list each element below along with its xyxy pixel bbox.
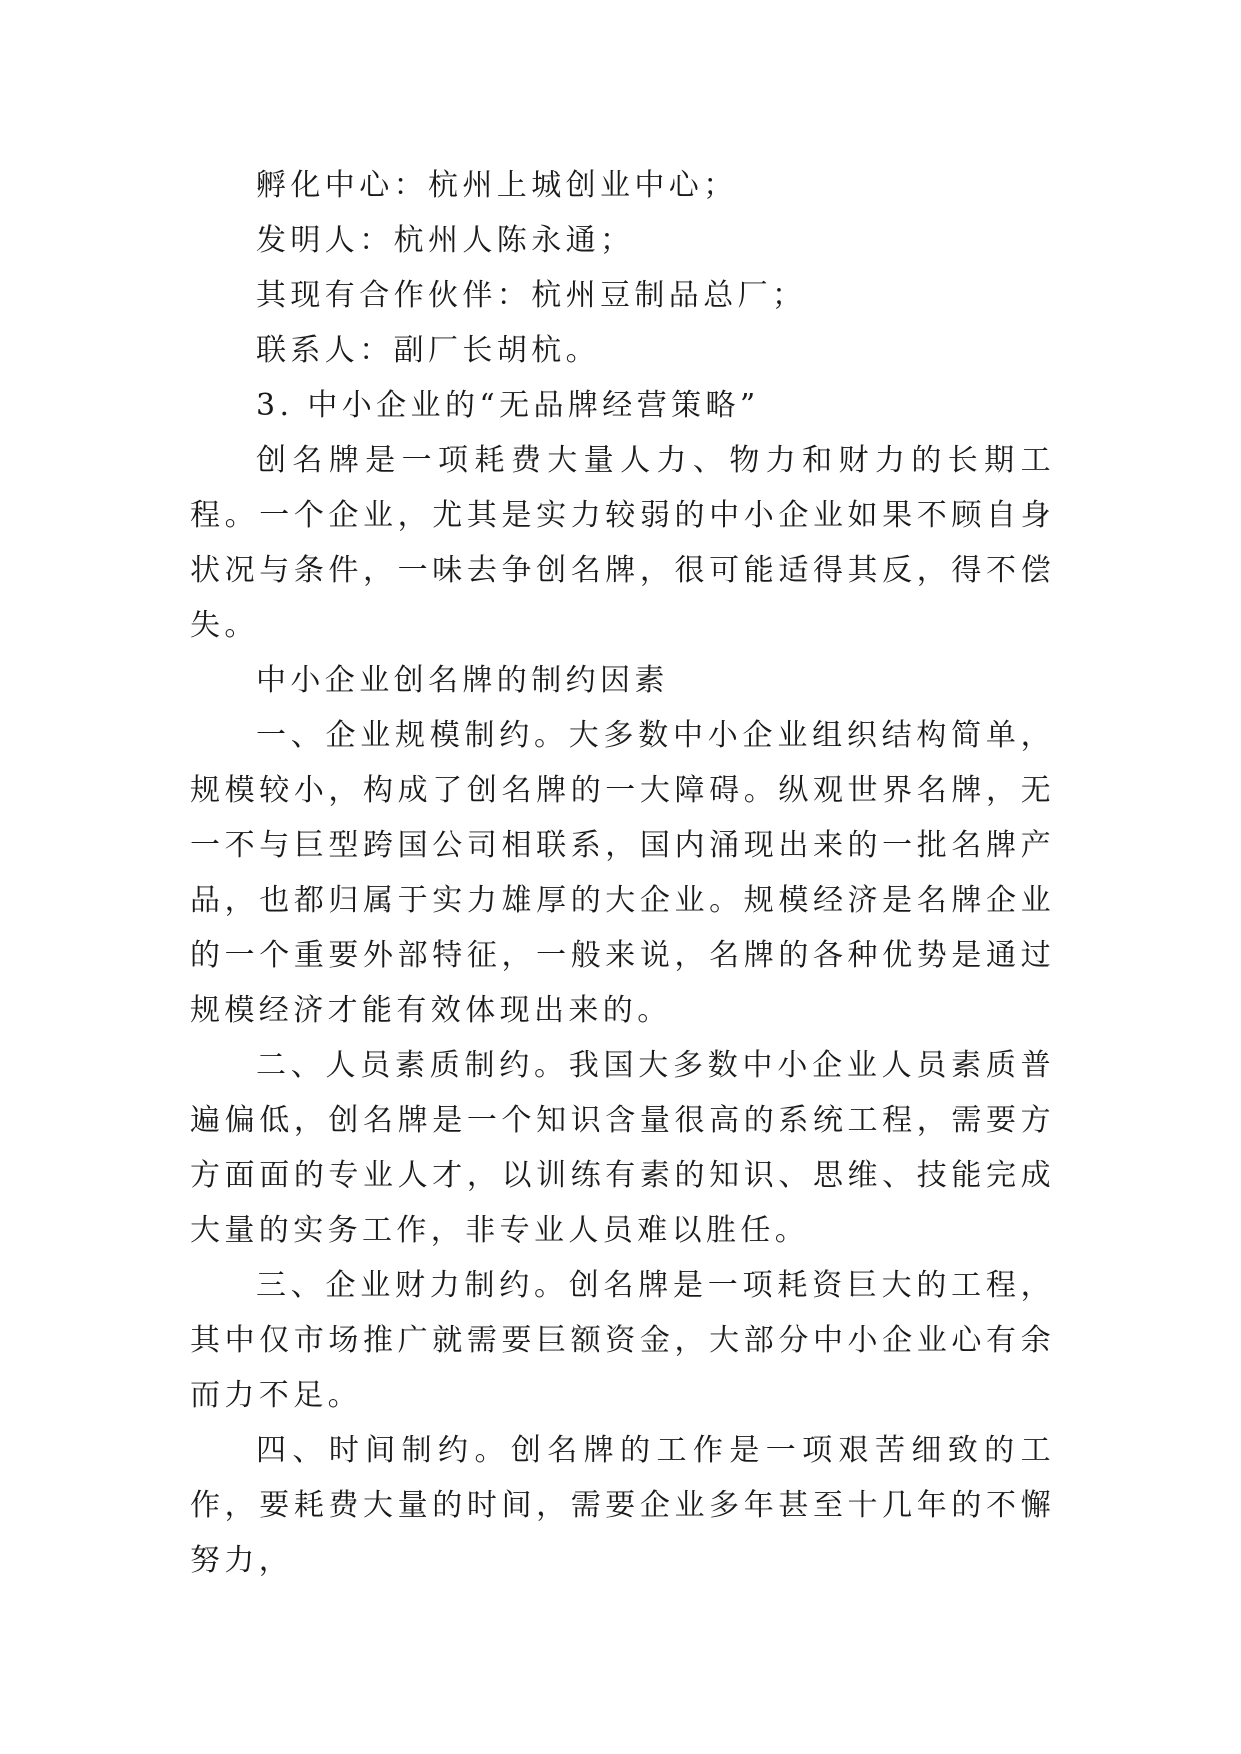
- paragraph-inventor: 发明人：杭州人陈永通；: [256, 223, 635, 258]
- paragraph-contact: 联系人：副厂长胡杭。: [256, 333, 600, 368]
- paragraph-constraint-time: 四、时间制约。创名牌的工作是一项艰苦细致的工作，要耗费大量的时间，需要企业多年甚至十几年的不懈努力，: [190, 1433, 1055, 1578]
- paragraph-constraint-finance: 三、企业财力制约。创名牌是一项耗资巨大的工程，其中仅市场推广就需要巨额资金，大部分中小企业心有余而力不足。: [190, 1268, 1055, 1413]
- section-heading: 3. 中小企业的“无品牌经营策略”: [256, 388, 760, 423]
- paragraph-intro: 创名牌是一项耗费大量人力、物力和财力的长期工程。一个企业，尤其是实力较弱的中小企业如果不顾自身状况与条件，一味去争创名牌，很可能适得其反，得不偿失。: [190, 443, 1055, 643]
- paragraph-incubator: 孵化中心：杭州上城创业中心；: [256, 168, 738, 203]
- subheading-constraints: 中小企业创名牌的制约因素: [256, 663, 669, 698]
- paragraph-partner: 其现有合作伙伴：杭州豆制品总厂；: [256, 278, 807, 313]
- document-body: [190, 158, 1055, 1588]
- paragraph-constraint-personnel: 二、人员素质制约。我国大多数中小企业人员素质普遍偏低，创名牌是一个知识含量很高的系统工程，需要方方面面的专业人才，以训练有素的知识、思维、技能完成大量的实务工作，非专业人员难以胜任。: [190, 1048, 1055, 1248]
- paragraph-constraint-scale: 一、企业规模制约。大多数中小企业组织结构简单，规模较小，构成了创名牌的一大障碍。纵观世界名牌，无一不与巨型跨国公司相联系，国内涌现出来的一批名牌产品，也都归属于实力雄厚的大企业。规模经济是名牌企业的一个重要外部特征，一般来说，名牌的各种优势是通过规模经济才能有效体现出来的。: [190, 718, 1055, 1028]
